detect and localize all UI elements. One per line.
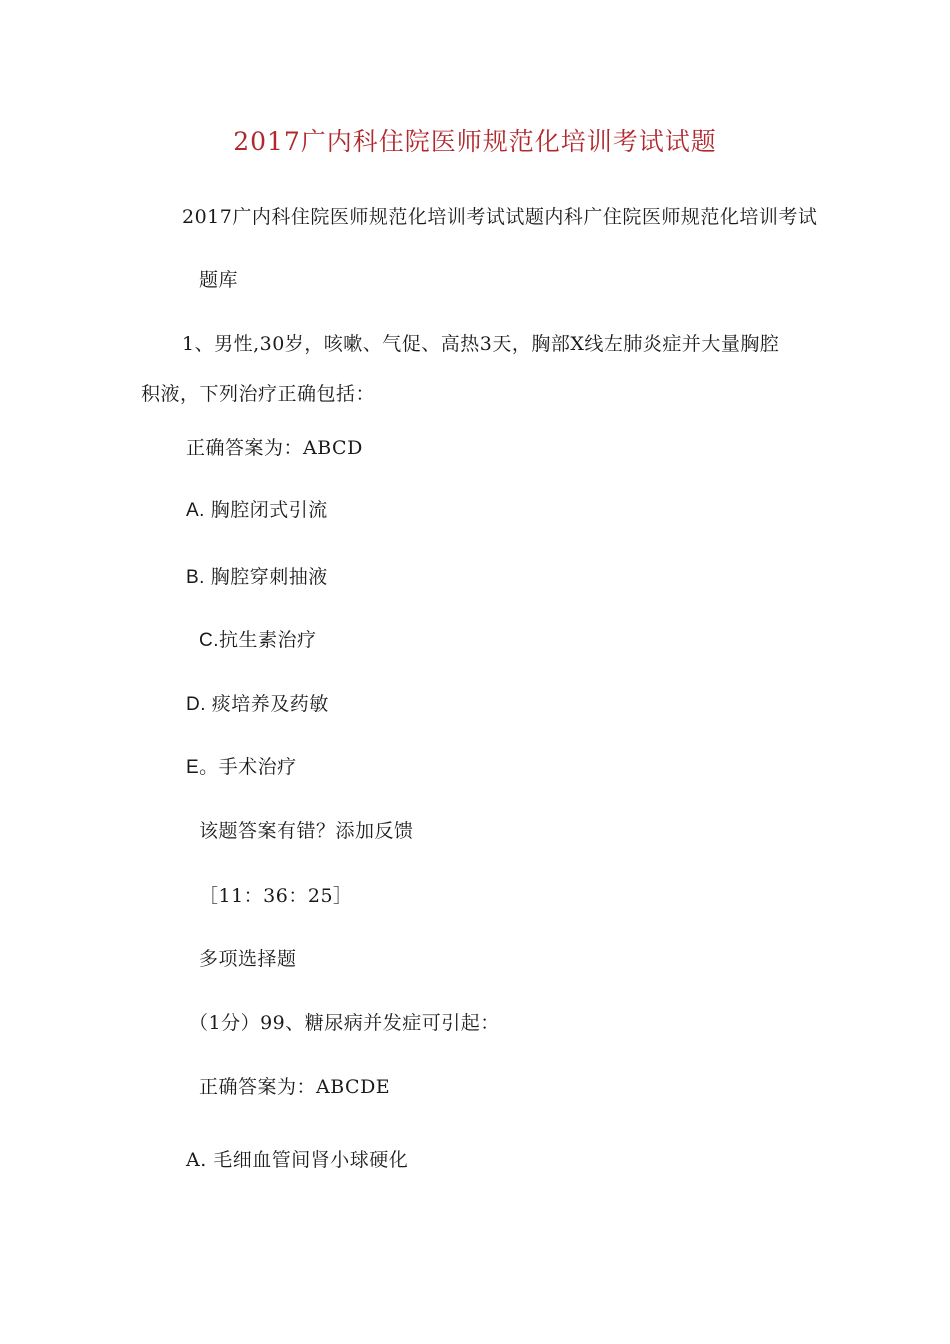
question-1-option-e: E。手术治疗 xyxy=(186,757,297,778)
question-99-option-a: A. 毛细血管间肾小球硬化 xyxy=(186,1149,409,1171)
feedback-text: 该题答案有错？添加反馈 xyxy=(199,820,414,842)
question-1-option-b: B. 胸腔穿刺抽液 xyxy=(186,567,328,588)
question-1-option-d: D. 痰培养及药敏 xyxy=(186,694,329,715)
timestamp: ［11：36：25］ xyxy=(199,885,353,907)
question-1-option-c: C.抗生素治疗 xyxy=(199,630,317,651)
question-99-answer: 正确答案为：ABCDE xyxy=(199,1076,391,1098)
question-99-stem: （1分）99、糖尿病并发症可引起： xyxy=(189,1012,500,1034)
question-1-stem-line-1: 1、男性,30岁，咳嗽、气促、高热3天，胸部X线左肺炎症并大量胸腔 xyxy=(182,333,780,355)
question-1-answer: 正确答案为：ABCD xyxy=(186,437,363,459)
intro-line-2: 题库 xyxy=(199,269,239,291)
document-title: 2017广内科住院医师规范化培训考试试题 xyxy=(233,127,717,156)
question-1-stem-line-2: 积液，下列治疗正确包括： xyxy=(141,383,376,405)
intro-line-1: 2017广内科住院医师规范化培训考试试题内科广住院医师规范化培训考试 xyxy=(182,206,818,228)
question-type: 多项选择题 xyxy=(199,948,297,970)
question-1-option-a: A. 胸腔闭式引流 xyxy=(186,500,328,521)
